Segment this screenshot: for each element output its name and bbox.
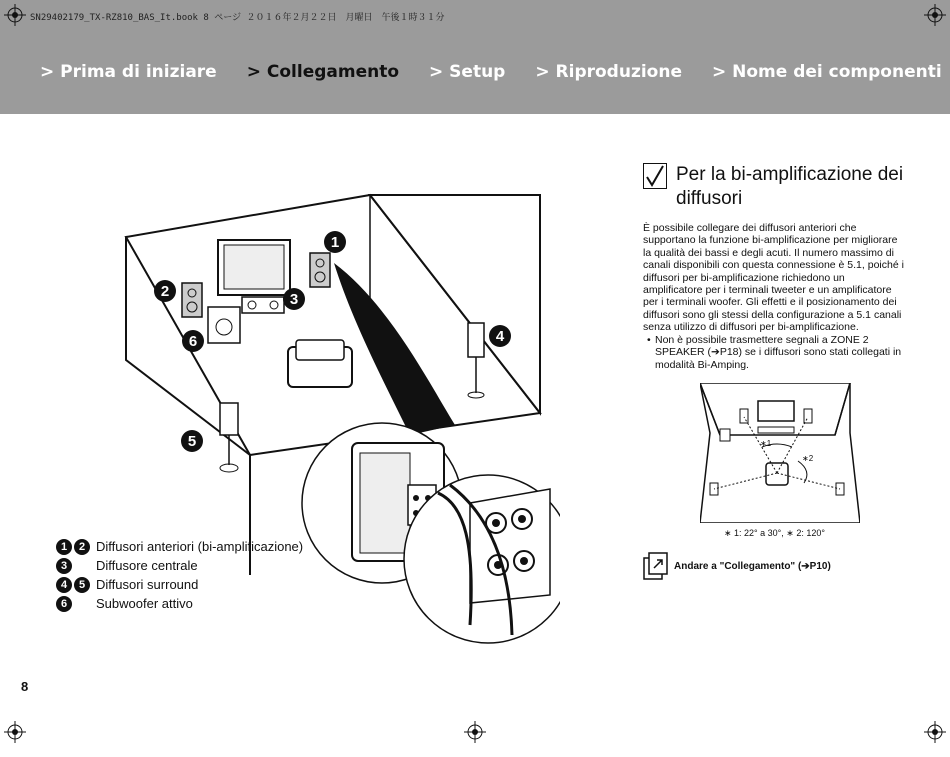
- checkmark-icon: [643, 163, 667, 189]
- legend-row: [56, 594, 303, 613]
- print-info-line: SN29402179_TX-RZ810_BAS_It.book 8 ページ ２０１６年２月２２日 月曜日 午後１時３１分: [30, 13, 445, 23]
- speaker-badge-5: 5: [181, 430, 203, 452]
- speaker-badge-3: 3: [283, 288, 305, 310]
- registration-mark-icon: [4, 4, 26, 26]
- angle-label-1: ∗1: [760, 439, 772, 448]
- goto-link[interactable]: [643, 552, 831, 580]
- chapter-navigation: [40, 62, 942, 82]
- legend-number: 2: [74, 539, 90, 555]
- registration-mark-icon: [924, 721, 946, 743]
- speaker-badge-1: 1: [324, 231, 346, 253]
- legend-number: 4: [56, 577, 72, 593]
- legend-number: 3: [56, 558, 72, 574]
- legend-text: Diffusore centrale: [96, 558, 198, 573]
- angle-note: ∗ 1: 22° a 30°, ∗ 2: 120°: [724, 528, 825, 538]
- legend-text: Diffusori anteriori (bi-amplificazione): [96, 539, 304, 554]
- legend-text: Subwoofer attivo: [96, 596, 193, 611]
- legend-row: [56, 556, 303, 575]
- registration-mark-icon: [924, 4, 946, 26]
- nav-prima-di-iniziare[interactable]: > Prima di iniziare: [40, 62, 217, 82]
- section-body: È possibile collegare dei diffusori anteriori che supportano la funzione bi-amplificazione per migliorare la qualità dei bassi e degli acuti. Il numero massimo di canali disponibili con questa connessione è 5.1, poiché i diffusori per bi-amplificazione richiedono un amplificatore per i terminali tweeter e un amplificatore per i terminali woofer. Gli effetti e il posizionamento dei diffusori sono gli stessi della configurazione a 5.1 canali senza utilizzo di diffusori per bi-amplificazione.: [643, 222, 904, 334]
- goto-link-text[interactable]: Andare a "Collegamento" (➔P10): [674, 560, 831, 572]
- legend-row: [56, 575, 303, 594]
- bullet-dot-icon: •: [647, 334, 651, 346]
- legend-number: 5: [74, 577, 90, 593]
- nav-collegamento[interactable]: > Collegamento: [246, 62, 400, 82]
- section-title: Per la bi-amplificazione dei diffusori: [676, 164, 904, 209]
- section-bullet: [643, 334, 906, 371]
- nav-riproduzione[interactable]: > Riproduzione: [535, 62, 682, 82]
- speaker-badge-2: 2: [154, 280, 176, 302]
- page-link-icon: [643, 552, 669, 580]
- legend-text: Diffusori surround: [96, 577, 199, 592]
- legend-number: 1: [56, 539, 72, 555]
- speaker-legend: [56, 537, 303, 613]
- speaker-badge-6: 6: [182, 330, 204, 352]
- legend-row: [56, 537, 303, 556]
- nav-nome-dei-componenti[interactable]: > Nome dei componenti: [711, 62, 942, 82]
- speaker-badge-4: 4: [489, 325, 511, 347]
- speaker-angle-diagram: [700, 383, 860, 528]
- page-number: 8: [21, 679, 29, 694]
- registration-mark-icon: [4, 721, 26, 743]
- legend-number: 6: [56, 596, 72, 612]
- nav-setup[interactable]: > Setup: [429, 62, 506, 82]
- angle-label-2: ∗2: [802, 454, 814, 463]
- bullet-text: Non è possibile trasmettere segnali a ZONE 2 SPEAKER (➔P18) se i diffusori sono stati collegati in modalità Bi-Amping.: [655, 334, 902, 371]
- registration-mark-icon: [464, 721, 486, 743]
- page-header: [0, 0, 950, 114]
